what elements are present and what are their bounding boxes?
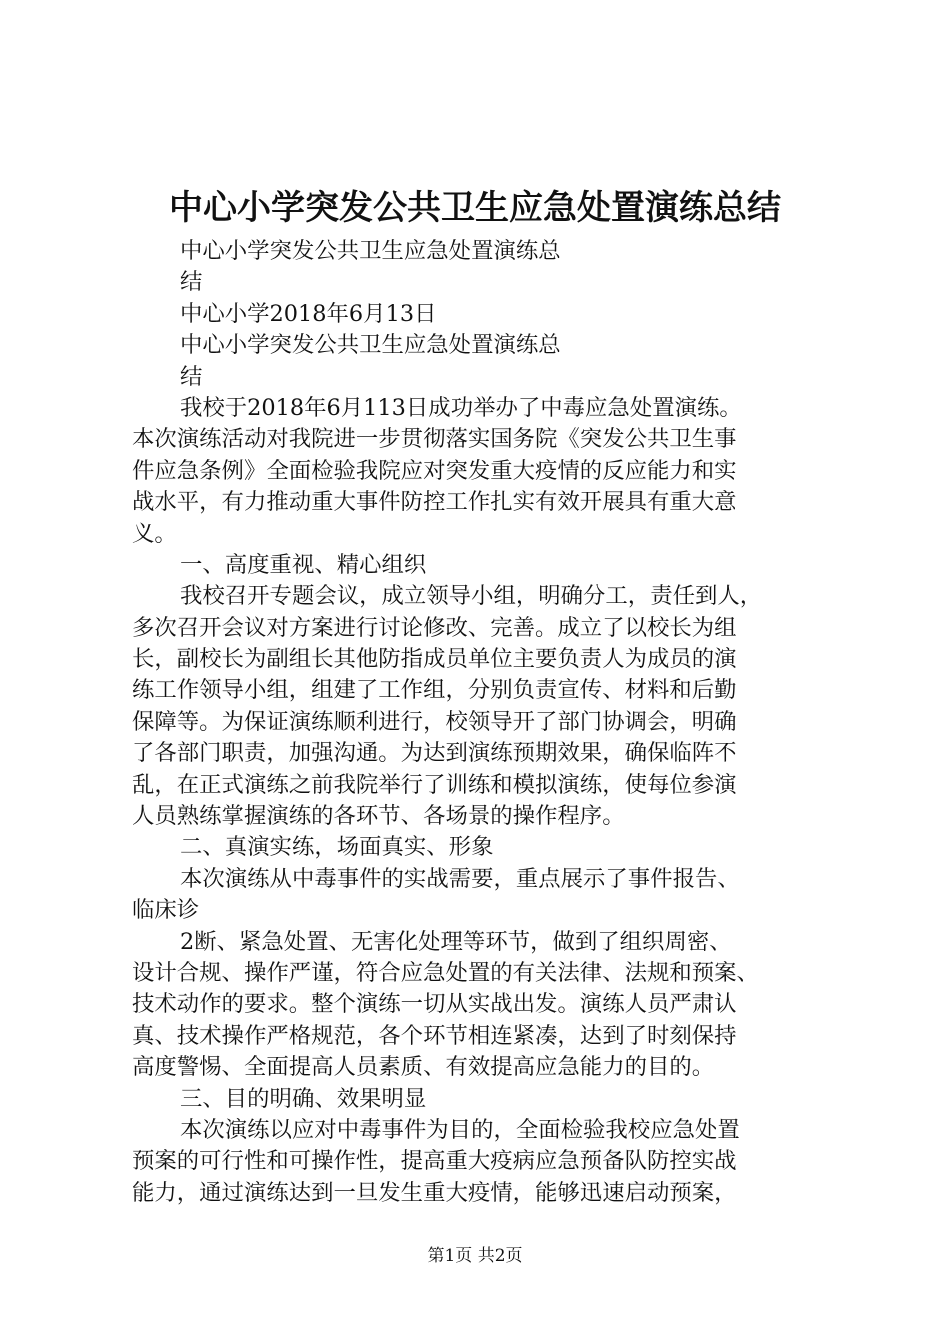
text-line: 二、真演实练，场面真实、形象 — [180, 834, 494, 861]
text-line: 2断、紧急处置、无害化处理等环节，做到了组织周密、 — [180, 928, 732, 955]
text-line: 多次召开会议对方案进行讨论修改、完善。成立了以校长为组 — [132, 614, 737, 641]
text-line: 三、目的明确、效果明显 — [180, 1085, 427, 1112]
text-line: 一、高度重视、精心组织 — [180, 551, 427, 578]
text-line: 长，副校长为副组长其他防指成员单位主要负责人为成员的演 — [132, 646, 737, 673]
text-line: 预案的可行性和可操作性，提高重大疫病应急预备队防控实战 — [132, 1148, 737, 1175]
text-line: 技术动作的要求。整个演练一切从实战出发。演练人员严肃认 — [132, 991, 737, 1018]
text-line: 我校召开专题会议，成立领导小组，明确分工，责任到人， — [180, 583, 763, 610]
text-line: 战水平，有力推动重大事件防控工作扎实有效开展具有重大意 — [132, 489, 737, 516]
text-line: 本次演练以应对中毒事件为目的，全面检验我校应急处置 — [180, 1116, 740, 1143]
text-line: 练工作领导小组，组建了工作组，分别负责宣传、材料和后勤 — [132, 677, 737, 704]
text-line: 结 — [180, 363, 203, 390]
text-line: 人员熟练掌握演练的各环节、各场景的操作程序。 — [132, 803, 625, 830]
page-footer: 第1页 共2页 — [427, 1246, 523, 1266]
text-line: 中心小学突发公共卫生应急处置演练总 — [180, 238, 561, 264]
document-title: 中心小学突发公共卫生应急处置演练总结 — [169, 188, 781, 228]
text-line: 本次演练活动对我院进一步贯彻落实国务院《突发公共卫生事 — [132, 426, 737, 453]
text-line: 临床诊 — [132, 897, 200, 924]
text-line: 中心小学突发公共卫生应急处置演练总 — [180, 332, 561, 359]
text-line: 结 — [180, 269, 203, 296]
text-line: 本次演练从中毒事件的实战需要，重点展示了事件报告、 — [180, 865, 740, 892]
text-line: 件应急条例》全面检验我院应对突发重大疫情的反应能力和实 — [132, 457, 737, 484]
text-line: 设计合规、操作严谨，符合应急处置的有关法律、法规和预案、 — [132, 959, 759, 986]
document-body — [132, 236, 832, 1209]
text-line: 中心小学2018年6月13日 — [180, 300, 437, 327]
text-line: 乱，在正式演练之前我院举行了训练和模拟演练，使每位参演 — [132, 771, 737, 798]
text-line: 义。 — [132, 520, 177, 547]
text-line: 了各部门职责，加强沟通。为达到演练预期效果，确保临阵不 — [132, 740, 737, 767]
text-line: 高度警惕、全面提高人员素质、有效提高应急能力的目的。 — [132, 1054, 715, 1081]
text-line: 保障等。为保证演练顺利进行，校领导开了部门协调会，明确 — [132, 708, 737, 735]
text-line: 能力，通过演练达到一旦发生重大疫情，能够迅速启动预案， — [132, 1179, 737, 1206]
text-line: 真、技术操作严格规范，各个环节相连紧凑，达到了时刻保持 — [132, 1022, 737, 1049]
text-line: 我校于2018年6月113日成功举办了中毒应急处置演练。 — [180, 394, 742, 421]
